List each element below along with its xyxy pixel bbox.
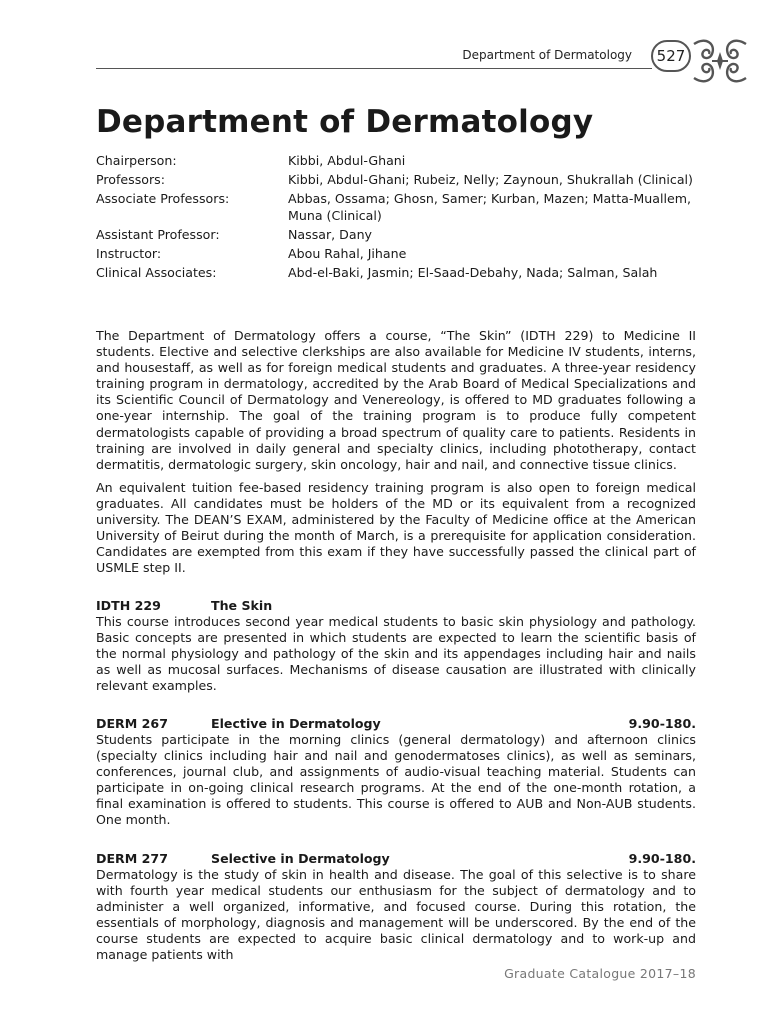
course-code: DERM 277 <box>96 851 168 866</box>
course-heading <box>96 851 696 867</box>
faculty-role: Associate Professors: <box>96 191 230 206</box>
ornament-icon <box>690 34 750 88</box>
course-description: Students participate in the morning clinics (general dermatology) and afternoon clinics (specialty clinics including hair and nail and genodermatoses clinics), as well as seminars, conferences, journal club, and assignments of audio-visual teaching material. Students can participate in on-going clinical research programs. At the end of the one-month rotation, a final examination is offered to students. This course is offered to AUB and Non-AUB students. One month. <box>96 732 696 828</box>
faculty-list <box>96 152 696 283</box>
course-description: This course introduces second year medical students to basic skin physiology and pathology. Basic concepts are presented in which students are expected to learn the scientific basis of the normal physiology and pathology of the skin and its appendages including hair and nails as well as mucosal surfaces. Mechanisms of disease causation are illustrated with clinically relevant examples. <box>96 614 696 694</box>
faculty-row <box>96 245 696 262</box>
course-name: The Skin <box>211 598 273 613</box>
page-number: 527 <box>651 40 691 72</box>
faculty-names: Kibbi, Abdul-Ghani; Rubeiz, Nelly; Zaynoun, Shukrallah (Clinical) <box>288 172 693 187</box>
course-credits: 9.90-180. <box>628 716 696 731</box>
header-rule <box>96 68 652 69</box>
faculty-names: Abd-el-Baki, Jasmin; El-Saad-Debahy, Nada; Salman, Salah <box>288 265 658 280</box>
course-credits: 9.90-180. <box>628 851 696 866</box>
faculty-role: Instructor: <box>96 246 162 261</box>
faculty-names: Nassar, Dany <box>288 227 373 242</box>
course-name: Selective in Dermatology <box>211 851 390 866</box>
intro-paragraph: An equivalent tuition fee-based residency training program is also open to foreign medical graduates. All candidates must be holders of the MD or its equivalent from a recognized university. The DEAN’S EXAM, administered by the Faculty of Medicine office at the American University of Beirut during the month of March, is a prerequisite for application consideration. Candidates are exempted from this exam if they have successfully passed the clinical part of USMLE step II. <box>96 480 696 576</box>
course-code: IDTH 229 <box>96 598 161 613</box>
faculty-role: Professors: <box>96 172 165 187</box>
faculty-names: Abou Rahal, Jihane <box>288 246 407 261</box>
faculty-names: Abbas, Ossama; Ghosn, Samer; Kurban, Mazen; Matta-Muallem, Muna (Clinical) <box>288 191 691 223</box>
faculty-role: Assistant Professor: <box>96 227 220 242</box>
faculty-row <box>96 226 696 243</box>
page-title: Department of Dermatology <box>96 104 594 140</box>
faculty-row <box>96 264 696 281</box>
faculty-row <box>96 152 696 169</box>
running-header: Department of Dermatology <box>462 48 632 62</box>
intro-paragraph: The Department of Dermatology offers a course, “The Skin” (IDTH 229) to Medicine II students. Elective and selective clerkships are also available for Medicine IV students, interns, and housestaff, as well as for foreign medical students and graduates. A three-year residency training program in dermatology, accredited by the Arab Board of Medical Specializations and its Scientific Council of Dermatology and Venereology, is offered to MD graduates following a one-year internship. The goal of the training program is to produce fully competent dermatologists capable of providing a broad spectrum of quality care to patients. Residents in training are involved in daily general and specialty clinics, including phototherapy, contact dermatitis, dermatologic surgery, skin oncology, hair and nail, and connective tissue clinics. <box>96 328 696 472</box>
course-description: Dermatology is the study of skin in health and disease. The goal of this selective is to share with fourth year medical students our enthusiasm for the subject of dermatology and to administer a well organized, informative, and focused course. During this rotation, the essentials of morphology, diagnosis and management will be underscored. By the end of the course students are expected to acquire basic clinical dermatology and to work-up and manage patients with <box>96 867 696 963</box>
faculty-role: Chairperson: <box>96 153 177 168</box>
course-heading <box>96 598 696 614</box>
course-name: Elective in Dermatology <box>211 716 381 731</box>
faculty-row <box>96 171 696 188</box>
page-footer: Graduate Catalogue 2017–18 <box>504 966 696 981</box>
faculty-role: Clinical Associates: <box>96 265 217 280</box>
faculty-row <box>96 190 696 224</box>
faculty-names: Kibbi, Abdul-Ghani <box>288 153 406 168</box>
course-heading <box>96 716 696 732</box>
course-code: DERM 267 <box>96 716 168 731</box>
